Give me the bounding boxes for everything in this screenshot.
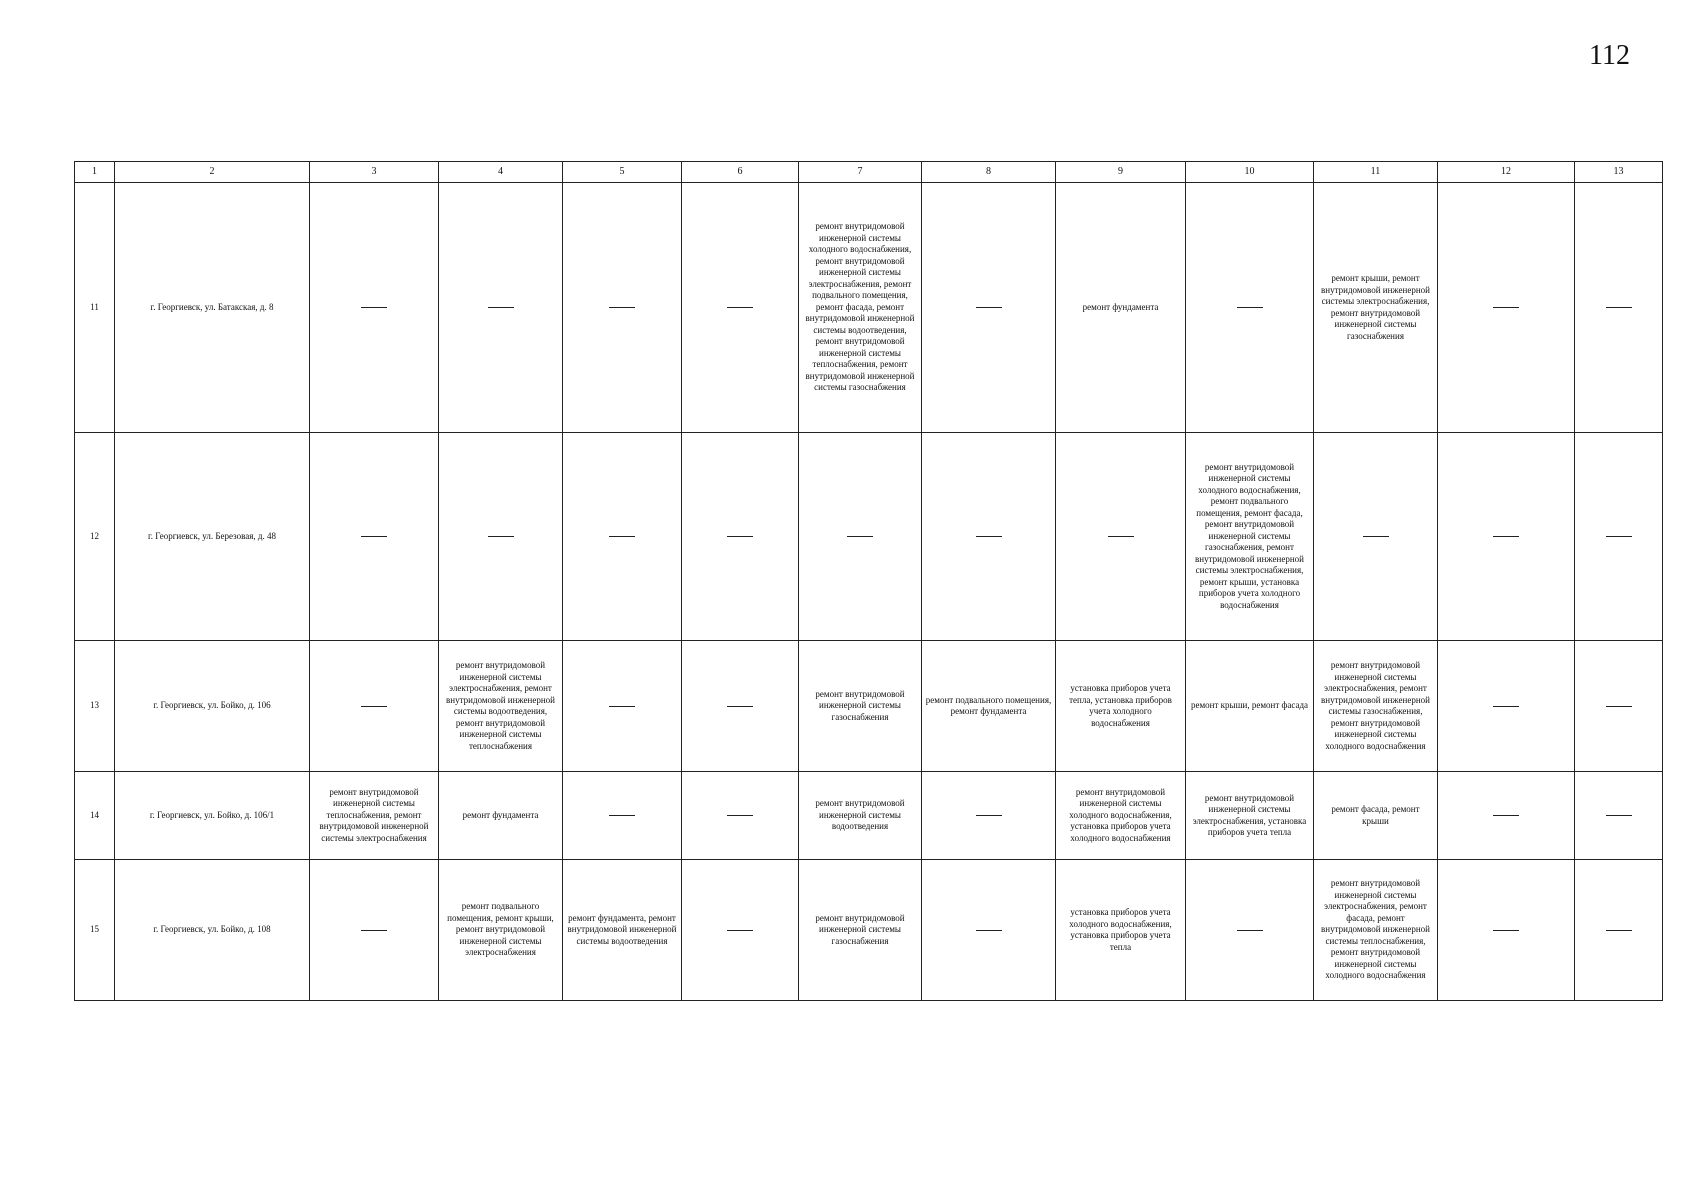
table-row [75,433,1663,641]
work-cell [563,641,682,772]
address-cell: г. Георгиевск, ул. Бойко, д. 106 [115,641,310,772]
empty-dash [1493,930,1519,931]
work-description: ремонт фундамента, ремонт внутридомовой инженерной системы водоотведения [567,912,677,946]
empty-dash [976,307,1002,308]
empty-dash [488,307,514,308]
work-description: ремонт внутридомовой инженерной системы газоснабжения [815,912,905,946]
empty-dash [1606,706,1632,707]
column-header: 8 [922,162,1056,183]
empty-dash [727,307,753,308]
work-description: ремонт подвального помещения, ремонт фундамента [925,694,1052,716]
empty-dash [1493,815,1519,816]
empty-dash [727,706,753,707]
work-description: ремонт внутридомовой инженерной системы холодного водоснабжения, ремонт подвального помещения, ремонт фасада, ремонт внутридомовой инженерной системы газоснабжения, ремонт внутридомовой инженерной системы электроснабжения, ремонт крыши, установка приборов учета холодного водоснабжения [1195,461,1304,610]
column-number-row [75,162,1663,183]
repair-schedule-table [74,161,1663,1001]
work-cell [1575,183,1663,433]
work-cell [799,772,922,860]
work-description: ремонт внутридомовой инженерной системы электроснабжения, ремонт фасада, ремонт внутридомовой инженерной системы теплоснабжения, ремонт внутридомовой инженерной системы холодного водоснабжения [1321,878,1430,981]
empty-dash [976,930,1002,931]
work-cell [1575,641,1663,772]
empty-dash [727,536,753,537]
work-cell [682,183,799,433]
address-cell: г. Георгиевск, ул. Батакская, д. 8 [115,183,310,433]
work-cell [1575,860,1663,1001]
work-cell [1438,772,1575,860]
work-description: ремонт внутридомовой инженерной системы электроснабжения, ремонт внутридомовой инженерной системы газоснабжения, ремонт внутридомовой инженерной системы холодного водоснабжения [1321,660,1430,751]
work-cell [1186,772,1314,860]
empty-dash [361,307,387,308]
table-row [75,860,1663,1001]
work-cell [682,860,799,1001]
work-cell [1314,641,1438,772]
work-cell [310,433,439,641]
work-description: установка приборов учета холодного водоснабжения, установка приборов учета тепла [1069,907,1172,952]
work-cell [1575,433,1663,641]
empty-dash [609,815,635,816]
work-cell [1186,183,1314,433]
work-cell [563,433,682,641]
work-description: ремонт внутридомовой инженерной системы теплоснабжения, ремонт внутридомовой инженерной системы электроснабжения [319,786,429,843]
empty-dash [361,536,387,537]
work-cell [1314,433,1438,641]
table-row [75,772,1663,860]
work-cell [922,860,1056,1001]
work-description: установка приборов учета тепла, установка приборов учета холодного водоснабжения [1069,683,1172,728]
work-cell [310,772,439,860]
column-header: 5 [563,162,682,183]
empty-dash [1493,307,1519,308]
work-cell [1186,641,1314,772]
address-cell: г. Георгиевск, ул. Бойко, д. 108 [115,860,310,1001]
work-cell [682,772,799,860]
work-cell [1056,860,1186,1001]
empty-dash [609,706,635,707]
work-description: ремонт крыши, ремонт внутридомовой инженерной системы электроснабжения, ремонт внутридомовой инженерной системы газоснабжения [1321,273,1430,341]
empty-dash [488,536,514,537]
work-cell [1314,860,1438,1001]
work-description: ремонт подвального помещения, ремонт крыши, ремонт внутридомовой инженерной системы электроснабжения [447,901,554,958]
row-number: 12 [75,433,115,641]
work-cell [563,772,682,860]
work-cell [922,433,1056,641]
row-number: 11 [75,183,115,433]
work-cell [1056,641,1186,772]
empty-dash [1606,536,1632,537]
work-description: ремонт фундамента [1082,301,1159,312]
empty-dash [727,815,753,816]
work-cell [439,183,563,433]
work-cell [799,860,922,1001]
work-cell [1438,183,1575,433]
work-description: ремонт внутридомовой инженерной системы водоотведения [815,798,905,832]
work-description: ремонт фасада, ремонт крыши [1331,804,1420,826]
empty-dash [727,930,753,931]
work-description: ремонт внутридомовой инженерной системы холодного водоснабжения, ремонт внутридомовой инженерной системы электроснабжения, ремонт подвального помещения, ремонт фасада, ремонт внутридомовой инженерной системы водоотведения, ремонт внутридомовой инженерной системы теплоснабжения, ремонт внутридомовой инженерной системы газоснабжения [805,221,915,393]
empty-dash [1493,706,1519,707]
column-header: 9 [1056,162,1186,183]
work-cell [1314,183,1438,433]
work-description: ремонт внутридомовой инженерной системы электроснабжения, установка приборов учета тепла [1192,792,1307,837]
empty-dash [1108,536,1134,537]
empty-dash [1606,930,1632,931]
work-cell [563,860,682,1001]
work-cell [439,860,563,1001]
work-cell [1438,860,1575,1001]
column-header: 12 [1438,162,1575,183]
work-cell [563,183,682,433]
work-cell [439,641,563,772]
work-cell [682,641,799,772]
empty-dash [1606,307,1632,308]
work-cell [799,641,922,772]
work-cell [799,183,922,433]
empty-dash [609,307,635,308]
empty-dash [847,536,873,537]
work-cell [439,772,563,860]
work-description: ремонт крыши, ремонт фасада [1190,700,1309,711]
empty-dash [976,536,1002,537]
column-header: 3 [310,162,439,183]
work-cell [310,641,439,772]
work-cell [1056,433,1186,641]
empty-dash [1237,930,1263,931]
work-cell [922,641,1056,772]
work-cell [1314,772,1438,860]
address-cell: г. Георгиевск, ул. Березовая, д. 48 [115,433,310,641]
work-description: ремонт внутридомовой инженерной системы электроснабжения, ремонт внутридомовой инженерной системы водоотведения, ремонт внутридомовой инженерной системы теплоснабжения [446,660,555,751]
work-description: ремонт внутридомовой инженерной системы холодного водоснабжения, установка приборов учета холодного водоснабжения [1069,786,1172,843]
work-cell [682,433,799,641]
column-header: 13 [1575,162,1663,183]
column-header: 11 [1314,162,1438,183]
table-row [75,183,1663,433]
work-cell [310,860,439,1001]
address-cell: г. Георгиевск, ул. Бойко, д. 106/1 [115,772,310,860]
work-cell [1438,433,1575,641]
work-cell [1186,433,1314,641]
work-description: ремонт внутридомовой инженерной системы газоснабжения [815,688,905,722]
work-cell [799,433,922,641]
work-cell [310,183,439,433]
empty-dash [976,815,1002,816]
work-description: ремонт фундамента [462,809,539,820]
empty-dash [1606,815,1632,816]
page-number: 112 [1589,40,1630,71]
work-cell [1056,772,1186,860]
column-header: 1 [75,162,115,183]
work-cell [922,772,1056,860]
column-header: 6 [682,162,799,183]
work-cell [439,433,563,641]
column-header: 10 [1186,162,1314,183]
table-row [75,641,1663,772]
work-cell [1438,641,1575,772]
column-header: 2 [115,162,310,183]
row-number: 14 [75,772,115,860]
empty-dash [361,930,387,931]
column-header: 7 [799,162,922,183]
row-number: 13 [75,641,115,772]
work-cell [922,183,1056,433]
empty-dash [1493,536,1519,537]
work-cell [1186,860,1314,1001]
empty-dash [609,536,635,537]
empty-dash [1237,307,1263,308]
column-header: 4 [439,162,563,183]
empty-dash [361,706,387,707]
empty-dash [1363,536,1389,537]
row-number: 15 [75,860,115,1001]
work-cell [1056,183,1186,433]
work-cell [1575,772,1663,860]
